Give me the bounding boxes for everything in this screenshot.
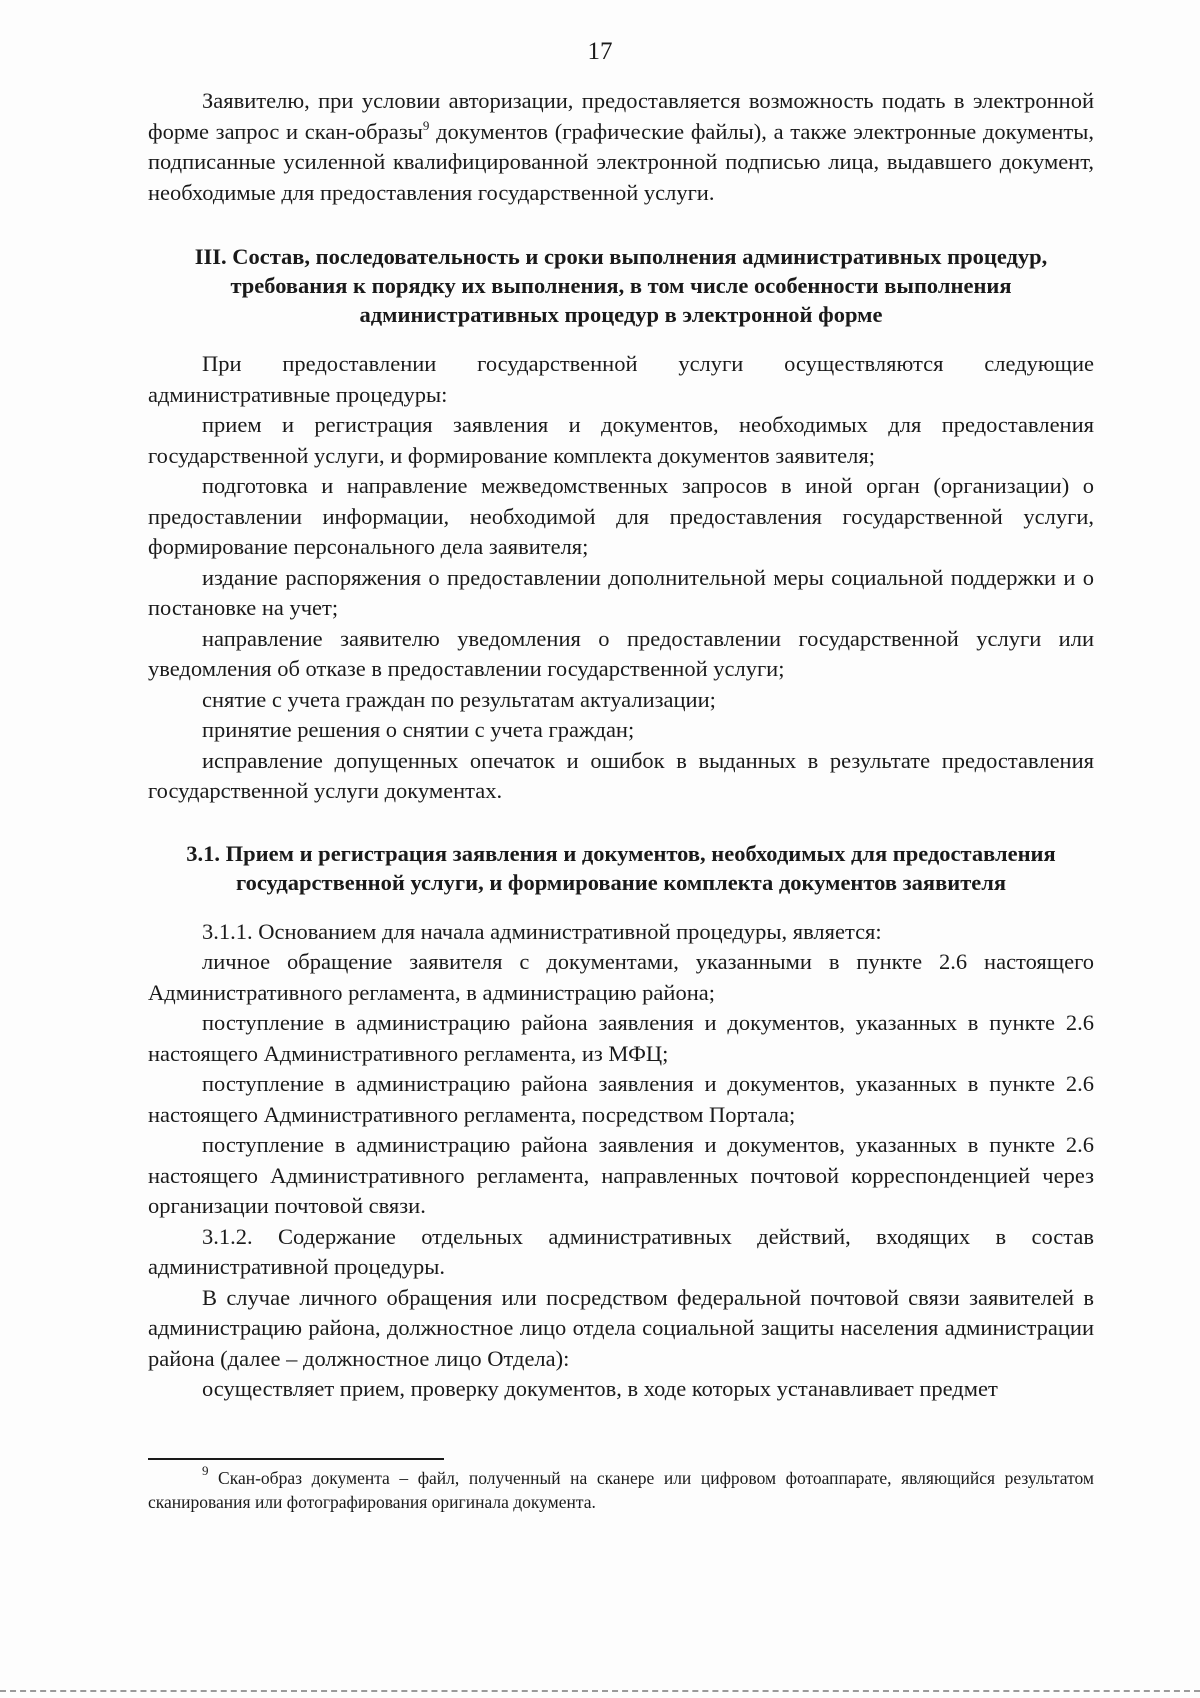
list-item-ground: поступление в администрацию района заявления и документов, указанных в пункте 2.6 настоящего Административного регламента, посредством Портала;: [148, 1071, 1094, 1127]
list-item-procedure: направление заявителю уведомления о предоставлении государственной услуги или уведомления об отказе в предоставлении государственной услуги;: [148, 625, 1094, 681]
section-3-body: [148, 349, 1094, 807]
footnote-text: Скан-образ документа – файл, полученный на сканере или цифровом фотоаппарате, являющийся результатом сканирования или фотографирования оригинала документа.: [148, 1468, 1094, 1512]
list-item-procedure: принятие решения о снятии с учета граждан;: [202, 717, 635, 742]
list-item-procedure: исправление допущенных опечаток и ошибок в выданных в результате предоставления государственной услуги документах.: [148, 747, 1094, 803]
paragraph: осуществляет прием, проверку документов, в ходе которых устанавливает предмет: [202, 1376, 998, 1401]
list-item-procedure: снятие с учета граждан по результатам актуализации;: [202, 686, 716, 712]
section-3-heading: III. Состав, последовательность и сроки выполнения административных процедур, требования к порядку их выполнения, в том числе особенности выполнения административных процедур в электронной форме: [194, 244, 1048, 327]
paragraph: В случае личного обращения или посредством федеральной почтовой связи заявителей в администрацию района, должностное лицо отдела социальной защиты населения администрации района (далее – должностное лицо Отдела):: [148, 1284, 1094, 1371]
footnote-separator: [148, 1458, 444, 1460]
list-item-ground: поступление в администрацию района заявления и документов, указанных в пункте 2.6 настоящего Административного регламента, направленных почтовой корреспонденцией через организации почтовой связи.: [148, 1132, 1094, 1218]
footnote-reference: 9: [422, 117, 430, 133]
footnote-body: [148, 1463, 1094, 1514]
paragraph: При предоставлении государственной услуги осуществляются следующие административные процедуры:: [148, 351, 1094, 407]
list-item-ground: личное обращение заявителя с документами, указанными в пункте 2.6 настоящего Административного регламента, в администрацию района;: [148, 949, 1094, 1005]
intro-text-start: Заявителю, при условии авторизации, предоставляется возможность подать в электронной форме запрос и скан-образы: [148, 88, 1094, 144]
page-number: 17: [587, 38, 613, 65]
footnote-number: 9: [202, 1463, 209, 1478]
section-3-1-heading: 3.1. Прием и регистрация заявления и документов, необходимых для предоставления государственной услуги, и формирование комплекта документов заявителя: [186, 840, 1056, 895]
list-item-ground: поступление в администрацию района заявления и документов, указанных в пункте 2.6 настоящего Административного регламента, из МФЦ;: [148, 1010, 1094, 1066]
list-item-procedure: прием и регистрация заявления и документов, необходимых для предоставления государственной услуги, и формирование комплекта документов заявителя;: [148, 412, 1094, 468]
scan-edge-line: [0, 1690, 1200, 1692]
intro-paragraph: [148, 86, 1094, 208]
paragraph: 3.1.2. Содержание отдельных административных действий, входящих в состав административной процедуры.: [148, 1223, 1094, 1279]
paragraph: 3.1.1. Основанием для начала административной процедуры, является:: [202, 918, 882, 944]
list-item-procedure: издание распоряжения о предоставлении дополнительной меры социальной поддержки и о постановке на учет;: [148, 564, 1094, 620]
page-body: [148, 86, 1094, 1405]
section-3-1-body: [148, 917, 1094, 1405]
footnote: [148, 1463, 1094, 1514]
intro-text-end: документов (графические файлы), а также электронные документы, подписанные усиленной квалифицированной электронной подписью лица, выдавшего документ, необходимые для предоставления государственной услуги.: [148, 118, 1094, 205]
list-item-procedure: подготовка и направление межведомственных запросов в иной орган (организации) о предоставлении информации, необходимой для предоставления государственной услуги, формирование персонального дела заявителя;: [148, 473, 1094, 559]
